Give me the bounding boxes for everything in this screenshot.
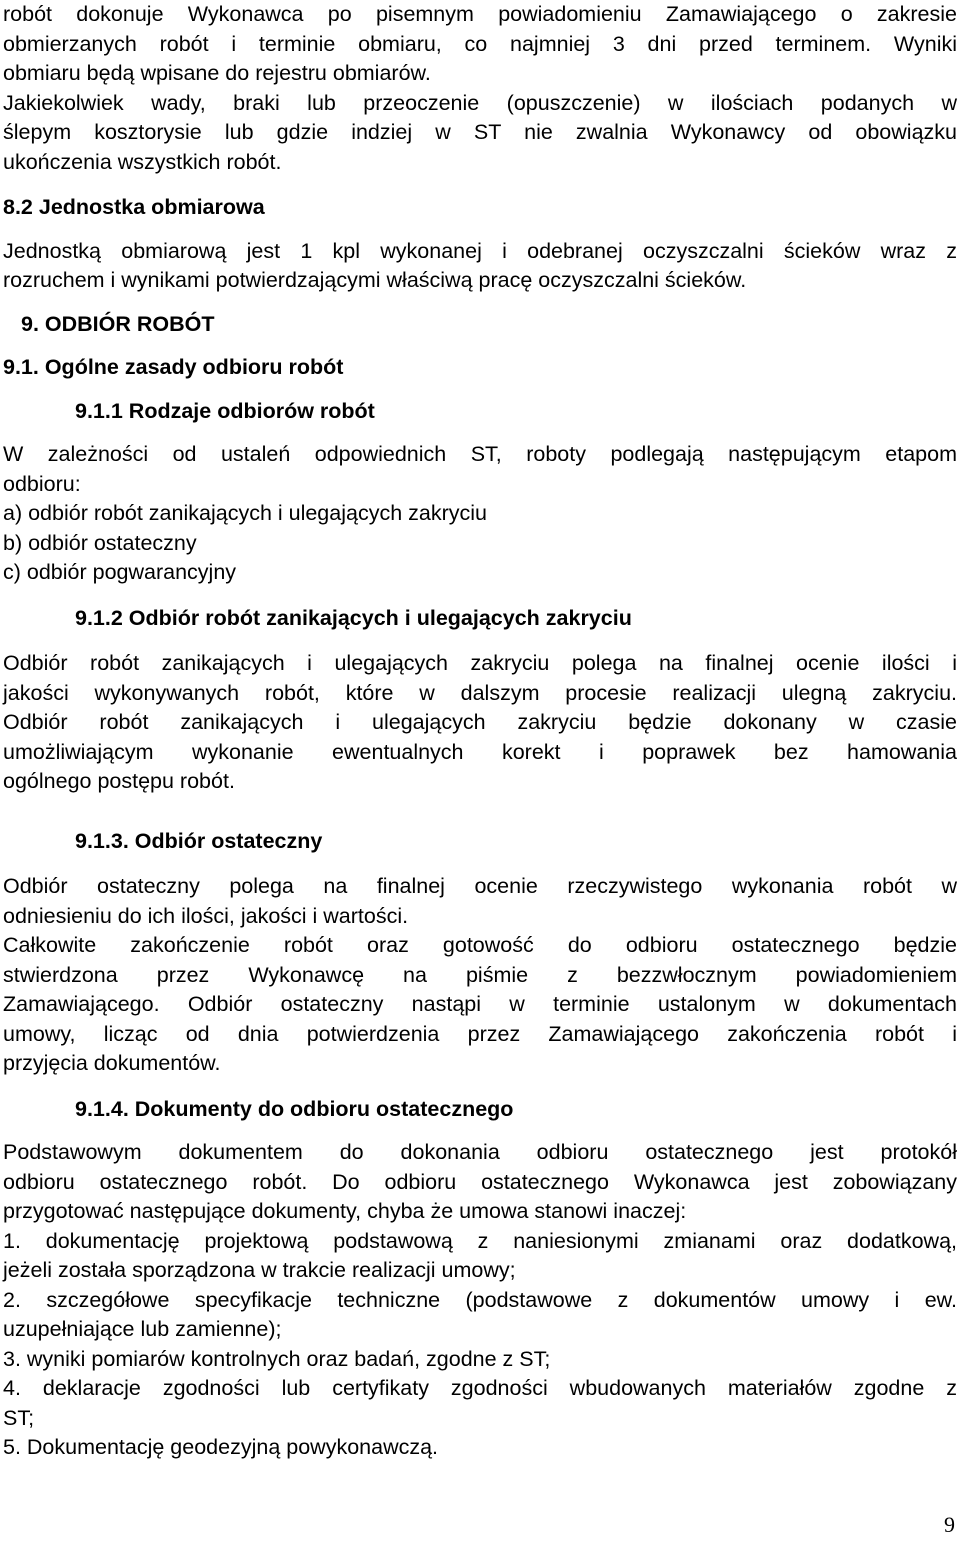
text-line: W zależności od ustaleń odpowiednich ST, roboty podlegają następującym etapom	[3, 442, 957, 466]
list-item: ST;	[3, 1405, 35, 1430]
text-line: umożliwiającym wykonanie ewentualnych korekt i poprawek bez hamowania	[3, 739, 957, 764]
text-line: Jednostką obmiarową jest 1 kpl wykonanej i odebranej oczyszczalni ścieków wraz z	[3, 238, 957, 263]
heading-9-1: 9.1. Ogólne zasady odbioru robót	[3, 355, 344, 379]
text-line: obmierzanych robót i terminie obmiaru, co najmniej 3 dni przed terminem. Wyniki	[3, 31, 957, 56]
text-line: odniesieniu do ich ilości, jakości i wartości.	[3, 903, 409, 928]
text-line: odbioru:	[3, 471, 81, 496]
text-line: Jakiekolwiek wady, braki lub przeoczenie (opuszczenie) w ilościach podanych w	[3, 90, 957, 115]
list-item: uzupełniające lub zamienne);	[3, 1317, 282, 1341]
section-9-1-2-body	[3, 649, 957, 797]
document-page	[3, 0, 957, 1463]
heading-9-1-4: 9.1.4. Dokumenty do odbioru ostatecznego	[75, 1096, 514, 1121]
text-line: ogólnego postępu robót.	[3, 769, 235, 793]
list-item: 4. deklaracje zgodności lub certyfikaty zgodności wbudowanych materiałów zgodne z	[3, 1376, 957, 1400]
text-line: Odbiór robót zanikających i ulegających zakryciu będzie dokonany w czasie	[3, 710, 957, 734]
list-item: 5. Dokumentację geodezyjną powykonawczą.	[3, 1435, 439, 1459]
text-line: stwierdzona przez Wykonawcę na piśmie z bezzwłocznym powiadomieniem	[3, 962, 957, 987]
section-9-1-3-body	[3, 872, 957, 1079]
heading-9-1-1: 9.1.1 Rodzaje odbiorów robót	[75, 398, 375, 423]
text-line: robót dokonuje Wykonawca po pisemnym powiadomieniu Zamawiającego o zakresie	[3, 2, 957, 26]
list-item: b) odbiór ostateczny	[3, 530, 197, 555]
heading-9-1-3: 9.1.3. Odbiór ostateczny	[75, 828, 323, 853]
list-item: a) odbiór robót zanikających i ulegających zakryciu	[3, 501, 487, 525]
text-line: rozruchem i wynikami potwierdzającymi właściwą pracę oczyszczalni ścieków.	[3, 268, 747, 292]
text-line: Zamawiającego. Odbiór ostateczny nastąpi w terminie ustalonym w dokumentach	[3, 992, 957, 1016]
list-item: 1. dokumentację projektową podstawową z naniesionymi zmianami oraz dodatkową,	[3, 1228, 957, 1253]
text-line: Odbiór ostateczny polega na finalnej ocenie rzeczywistego wykonania robót w	[3, 874, 957, 898]
list-item: c) odbiór pogwarancyjny	[3, 560, 237, 584]
page-number: 9	[944, 1512, 955, 1537]
list-item: jeżeli została sporządzona w trakcie realizacji umowy;	[3, 1258, 516, 1282]
text-line: ukończenia wszystkich robót.	[3, 149, 282, 174]
section-9-1-1-body	[3, 440, 957, 588]
text-line: przygotować następujące dokumenty, chyba że umowa stanowi inaczej:	[3, 1199, 687, 1223]
text-line: ślepym kosztorysie lub gdzie indziej w ST nie zwalnia Wykonawcy od obowiązku	[3, 120, 957, 144]
intro-paragraph	[3, 0, 957, 177]
text-line: Podstawowym dokumentem do dokonania odbioru ostatecznego jest protokół	[3, 1140, 957, 1164]
text-line: przyjęcia dokumentów.	[3, 1051, 221, 1075]
text-line: obmiaru będą wpisane do rejestru obmiarów.	[3, 61, 431, 85]
text-line: odbioru ostatecznego robót. Do odbioru ostatecznego Wykonawca jest zobowiązany	[3, 1169, 957, 1194]
text-line: umowy, licząc od dnia potwierdzenia przez Zamawiającego zakończenia robót i	[3, 1021, 957, 1046]
text-line: Odbiór robót zanikających i ulegających zakryciu polega na finalnej ocenie ilości i	[3, 651, 957, 675]
section-8-2-body	[3, 237, 957, 296]
heading-8-2: 8.2 Jednostka obmiarowa	[3, 195, 265, 219]
list-item: 2. szczegółowe specyfikacje techniczne (podstawowe z dokumentów umowy i ew.	[3, 1287, 957, 1312]
heading-9-1-2: 9.1.2 Odbiór robót zanikających i ulegających zakryciu	[75, 605, 632, 630]
section-9-1-4-body	[3, 1138, 957, 1463]
heading-9: 9. ODBIÓR ROBÓT	[21, 311, 215, 336]
list-item: 3. wyniki pomiarów kontrolnych oraz badań, zgodne z ST;	[3, 1346, 551, 1371]
text-line: jakości wykonywanych robót, które w dalszym procesie realizacji ulegną zakryciu.	[3, 680, 957, 705]
text-line: Całkowite zakończenie robót oraz gotowość do odbioru ostatecznego będzie	[3, 933, 957, 957]
